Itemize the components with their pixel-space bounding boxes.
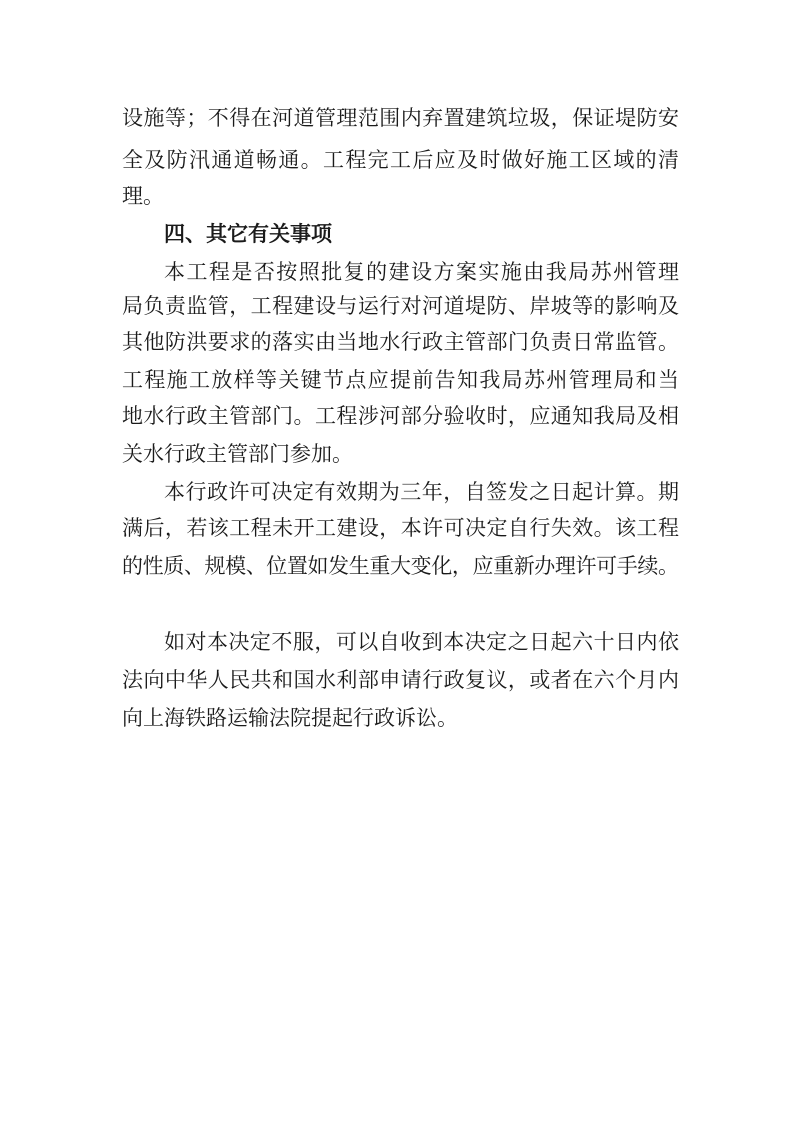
paragraph-line: 工程施工放样等关键节点应提前告知我局苏州管理局和当 [122,368,681,392]
paragraph-line: 如对本决定不服，可以自收到本决定之日起六十日内依 [164,630,680,654]
paragraph-line: 的性质、规模、位置如发生重大变化，应重新办理许可手续。 [122,554,679,578]
paragraph-line: 法向中华人民共和国水利部申请行政复议，或者在六个月内 [122,668,680,692]
paragraph-line: 其他防洪要求的落实由当地水行政主管部门负责日常监管。 [122,330,680,354]
section-heading: 四、其它有关事项 [164,222,332,246]
paragraph-line: 地水行政主管部门。工程涉河部分验收时，应通知我局及相 [122,404,680,428]
paragraph-line: 局负责监管，工程建设与运行对河道堤防、岸坡等的影响及 [122,294,680,318]
paragraph-line: 全及防汛通道畅通。工程完工后应及时做好施工区域的清 [122,148,681,172]
paragraph-line: 本行政许可决定有效期为三年，自签发之日起计算。期 [164,480,680,504]
paragraph-line: 理。 [122,184,164,208]
paragraph-line: 设施等；不得在河道管理范围内弃置建筑垃圾，保证堤防安 [122,106,680,130]
paragraph-line: 满后，若该工程未开工建设，本许可决定自行失效。该工程 [122,516,680,540]
paragraph-line: 关水行政主管部门参加。 [122,442,353,466]
paragraph-line: 本工程是否按照批复的建设方案实施由我局苏州管理 [164,260,681,284]
paragraph-line: 向上海铁路运输法院提起行政诉讼。 [122,706,458,730]
